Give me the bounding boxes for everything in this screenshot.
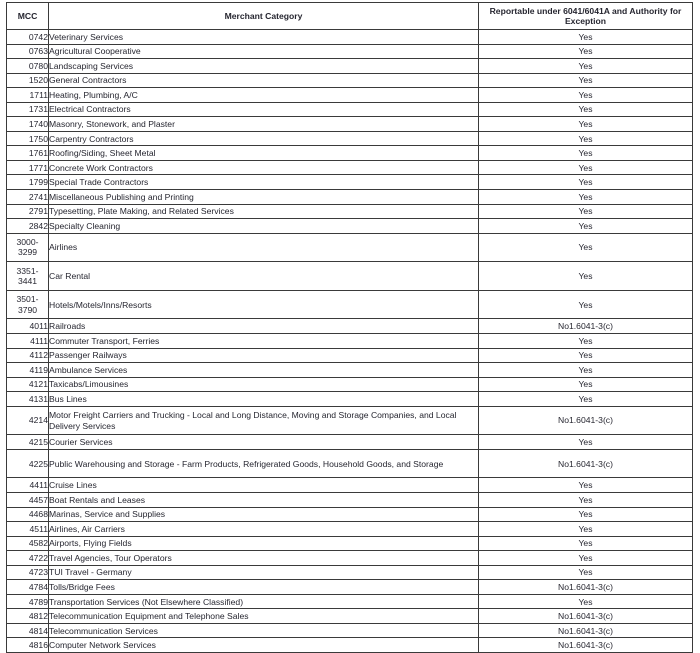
cell-reportable: Yes: [479, 435, 693, 450]
cell-reportable: Yes: [479, 333, 693, 348]
cell-merchant-category: Cruise Lines: [49, 478, 479, 493]
cell-reportable: No1.6041-3(c): [479, 638, 693, 653]
cell-mcc: 4582: [7, 536, 49, 551]
cell-reportable: Yes: [479, 44, 693, 59]
cell-merchant-category: Tolls/Bridge Fees: [49, 580, 479, 595]
table-row: [7, 507, 693, 522]
cell-reportable: No1.6041-3(c): [479, 319, 693, 334]
cell-mcc: 1740: [7, 117, 49, 132]
table-row: [7, 522, 693, 537]
cell-reportable: Yes: [479, 175, 693, 190]
cell-mcc: 0780: [7, 59, 49, 74]
table-row: [7, 262, 693, 291]
cell-reportable: Yes: [479, 377, 693, 392]
cell-reportable: Yes: [479, 88, 693, 103]
cell-mcc: 4119: [7, 363, 49, 378]
cell-mcc: 1711: [7, 88, 49, 103]
cell-reportable: No1.6041-3(c): [479, 623, 693, 638]
table-row: [7, 117, 693, 132]
cell-reportable: Yes: [479, 30, 693, 45]
cell-reportable: Yes: [479, 522, 693, 537]
cell-merchant-category: General Contractors: [49, 73, 479, 88]
table-row: [7, 333, 693, 348]
cell-merchant-category: Concrete Work Contractors: [49, 160, 479, 175]
cell-reportable: Yes: [479, 551, 693, 566]
cell-mcc: 4111: [7, 333, 49, 348]
table-row: [7, 348, 693, 363]
table-row: [7, 319, 693, 334]
cell-reportable: Yes: [479, 190, 693, 205]
mcc-range-start: 3000-: [16, 237, 39, 248]
cell-mcc: 1731: [7, 102, 49, 117]
table-row: [7, 565, 693, 580]
cell-merchant-category: Railroads: [49, 319, 479, 334]
cell-merchant-category: Agricultural Cooperative: [49, 44, 479, 59]
table-row: [7, 290, 693, 319]
cell-reportable: Yes: [479, 219, 693, 234]
cell-mcc: 0763: [7, 44, 49, 59]
cell-mcc: 1799: [7, 175, 49, 190]
table-row: [7, 493, 693, 508]
cell-merchant-category: Boat Rentals and Leases: [49, 493, 479, 508]
table-row: [7, 377, 693, 392]
cell-reportable: Yes: [479, 160, 693, 175]
table-row: [7, 102, 693, 117]
table-row: [7, 204, 693, 219]
cell-merchant-category: Courier Services: [49, 435, 479, 450]
cell-mcc: [7, 262, 49, 291]
cell-mcc: 4511: [7, 522, 49, 537]
table-body: [7, 30, 693, 653]
mcc-range-end: 3299: [17, 247, 38, 258]
table-row: [7, 435, 693, 450]
cell-mcc: 1750: [7, 131, 49, 146]
cell-mcc: 4468: [7, 507, 49, 522]
cell-mcc: 4812: [7, 609, 49, 624]
cell-reportable: Yes: [479, 73, 693, 88]
cell-mcc: 0742: [7, 30, 49, 45]
cell-merchant-category: Car Rental: [49, 262, 479, 291]
cell-mcc: 4816: [7, 638, 49, 653]
table-row: [7, 190, 693, 205]
cell-merchant-category: Commuter Transport, Ferries: [49, 333, 479, 348]
cell-reportable: Yes: [479, 102, 693, 117]
cell-merchant-category: Specialty Cleaning: [49, 219, 479, 234]
cell-reportable: Yes: [479, 348, 693, 363]
cell-mcc: 4723: [7, 565, 49, 580]
cell-reportable: Yes: [479, 507, 693, 522]
column-header-merchant-category: Merchant Category: [49, 3, 479, 30]
cell-reportable: Yes: [479, 536, 693, 551]
cell-reportable: No1.6041-3(c): [479, 449, 693, 478]
cell-merchant-category: Typesetting, Plate Making, and Related Services: [49, 204, 479, 219]
cell-mcc: 4789: [7, 594, 49, 609]
table-row: [7, 175, 693, 190]
cell-merchant-category: Airlines, Air Carriers: [49, 522, 479, 537]
table-row: [7, 551, 693, 566]
cell-merchant-category: Veterinary Services: [49, 30, 479, 45]
table-row: [7, 73, 693, 88]
table-row: [7, 44, 693, 59]
cell-merchant-category: Landscaping Services: [49, 59, 479, 74]
cell-merchant-category: Carpentry Contractors: [49, 131, 479, 146]
cell-merchant-category: Miscellaneous Publishing and Printing: [49, 190, 479, 205]
cell-reportable: No1.6041-3(c): [479, 406, 693, 435]
column-header-mcc: MCC: [7, 3, 49, 30]
table-row: [7, 88, 693, 103]
cell-mcc: 4121: [7, 377, 49, 392]
cell-merchant-category: Marinas, Service and Supplies: [49, 507, 479, 522]
cell-reportable: Yes: [479, 290, 693, 319]
cell-mcc: 4784: [7, 580, 49, 595]
cell-reportable: Yes: [479, 363, 693, 378]
cell-mcc: 4215: [7, 435, 49, 450]
table-row: [7, 363, 693, 378]
table-row: [7, 623, 693, 638]
table-row: [7, 536, 693, 551]
table-row: [7, 594, 693, 609]
cell-reportable: No1.6041-3(c): [479, 609, 693, 624]
cell-mcc: 1761: [7, 146, 49, 161]
table-row: [7, 478, 693, 493]
cell-reportable: Yes: [479, 392, 693, 407]
cell-mcc: 4112: [7, 348, 49, 363]
cell-mcc: [7, 290, 49, 319]
table-row: [7, 392, 693, 407]
cell-reportable: Yes: [479, 565, 693, 580]
cell-reportable: No1.6041-3(c): [479, 580, 693, 595]
cell-merchant-category: Travel Agencies, Tour Operators: [49, 551, 479, 566]
cell-reportable: Yes: [479, 117, 693, 132]
table-row: [7, 449, 693, 478]
cell-merchant-category: Telecommunication Equipment and Telephone Sales: [49, 609, 479, 624]
cell-reportable: Yes: [479, 146, 693, 161]
cell-merchant-category: Masonry, Stonework, and Plaster: [49, 117, 479, 132]
cell-mcc: 2741: [7, 190, 49, 205]
cell-reportable: Yes: [479, 131, 693, 146]
cell-reportable: Yes: [479, 262, 693, 291]
table-header: [7, 3, 693, 30]
table-row: [7, 406, 693, 435]
cell-mcc: 4722: [7, 551, 49, 566]
cell-mcc: 4011: [7, 319, 49, 334]
cell-mcc: [7, 233, 49, 262]
mcc-range-start: 3501-: [16, 294, 39, 305]
cell-merchant-category: Ambulance Services: [49, 363, 479, 378]
cell-mcc: 1771: [7, 160, 49, 175]
cell-merchant-category: Computer Network Services: [49, 638, 479, 653]
cell-reportable: Yes: [479, 233, 693, 262]
cell-merchant-category: Passenger Railways: [49, 348, 479, 363]
merchant-category-code-table: [6, 2, 693, 653]
table-header-row: [7, 3, 693, 30]
cell-mcc: 4225: [7, 449, 49, 478]
table-row: [7, 30, 693, 45]
cell-merchant-category: Airlines: [49, 233, 479, 262]
cell-mcc: 4131: [7, 392, 49, 407]
mcc-range-end: 3790: [17, 304, 38, 315]
table-row: [7, 638, 693, 653]
cell-mcc: 1520: [7, 73, 49, 88]
cell-mcc: 4814: [7, 623, 49, 638]
cell-mcc: 4411: [7, 478, 49, 493]
cell-merchant-category: Airports, Flying Fields: [49, 536, 479, 551]
cell-merchant-category: Roofing/Siding, Sheet Metal: [49, 146, 479, 161]
table-row: [7, 160, 693, 175]
table-row: [7, 580, 693, 595]
cell-merchant-category: Public Warehousing and Storage - Farm Products, Refrigerated Goods, Household Goods, and Storage: [49, 449, 479, 478]
table-row: [7, 131, 693, 146]
cell-mcc: 2791: [7, 204, 49, 219]
cell-merchant-category: Heating, Plumbing, A/C: [49, 88, 479, 103]
table-row: [7, 59, 693, 74]
cell-reportable: Yes: [479, 493, 693, 508]
cell-merchant-category: Bus Lines: [49, 392, 479, 407]
cell-merchant-category: Taxicabs/Limousines: [49, 377, 479, 392]
cell-merchant-category: TUI Travel - Germany: [49, 565, 479, 580]
table-row: [7, 146, 693, 161]
cell-merchant-category: Motor Freight Carriers and Trucking - Local and Long Distance, Moving and Storage Companies, and Local Delivery Services: [49, 406, 479, 435]
mcc-range-start: 3351-: [16, 265, 39, 276]
cell-merchant-category: Special Trade Contractors: [49, 175, 479, 190]
cell-merchant-category: Transportation Services (Not Elsewhere Classified): [49, 594, 479, 609]
cell-reportable: Yes: [479, 594, 693, 609]
cell-reportable: Yes: [479, 204, 693, 219]
cell-mcc: 4457: [7, 493, 49, 508]
table-row: [7, 609, 693, 624]
cell-mcc: 2842: [7, 219, 49, 234]
cell-reportable: Yes: [479, 59, 693, 74]
table-row: [7, 233, 693, 262]
cell-reportable: Yes: [479, 478, 693, 493]
table-row: [7, 219, 693, 234]
cell-merchant-category: Electrical Contractors: [49, 102, 479, 117]
column-header-reportable: Reportable under 6041/6041A and Authority for Exception: [479, 3, 693, 30]
cell-merchant-category: Telecommunication Services: [49, 623, 479, 638]
cell-mcc: 4214: [7, 406, 49, 435]
mcc-range-end: 3441: [17, 276, 38, 287]
cell-merchant-category: Hotels/Motels/Inns/Resorts: [49, 290, 479, 319]
